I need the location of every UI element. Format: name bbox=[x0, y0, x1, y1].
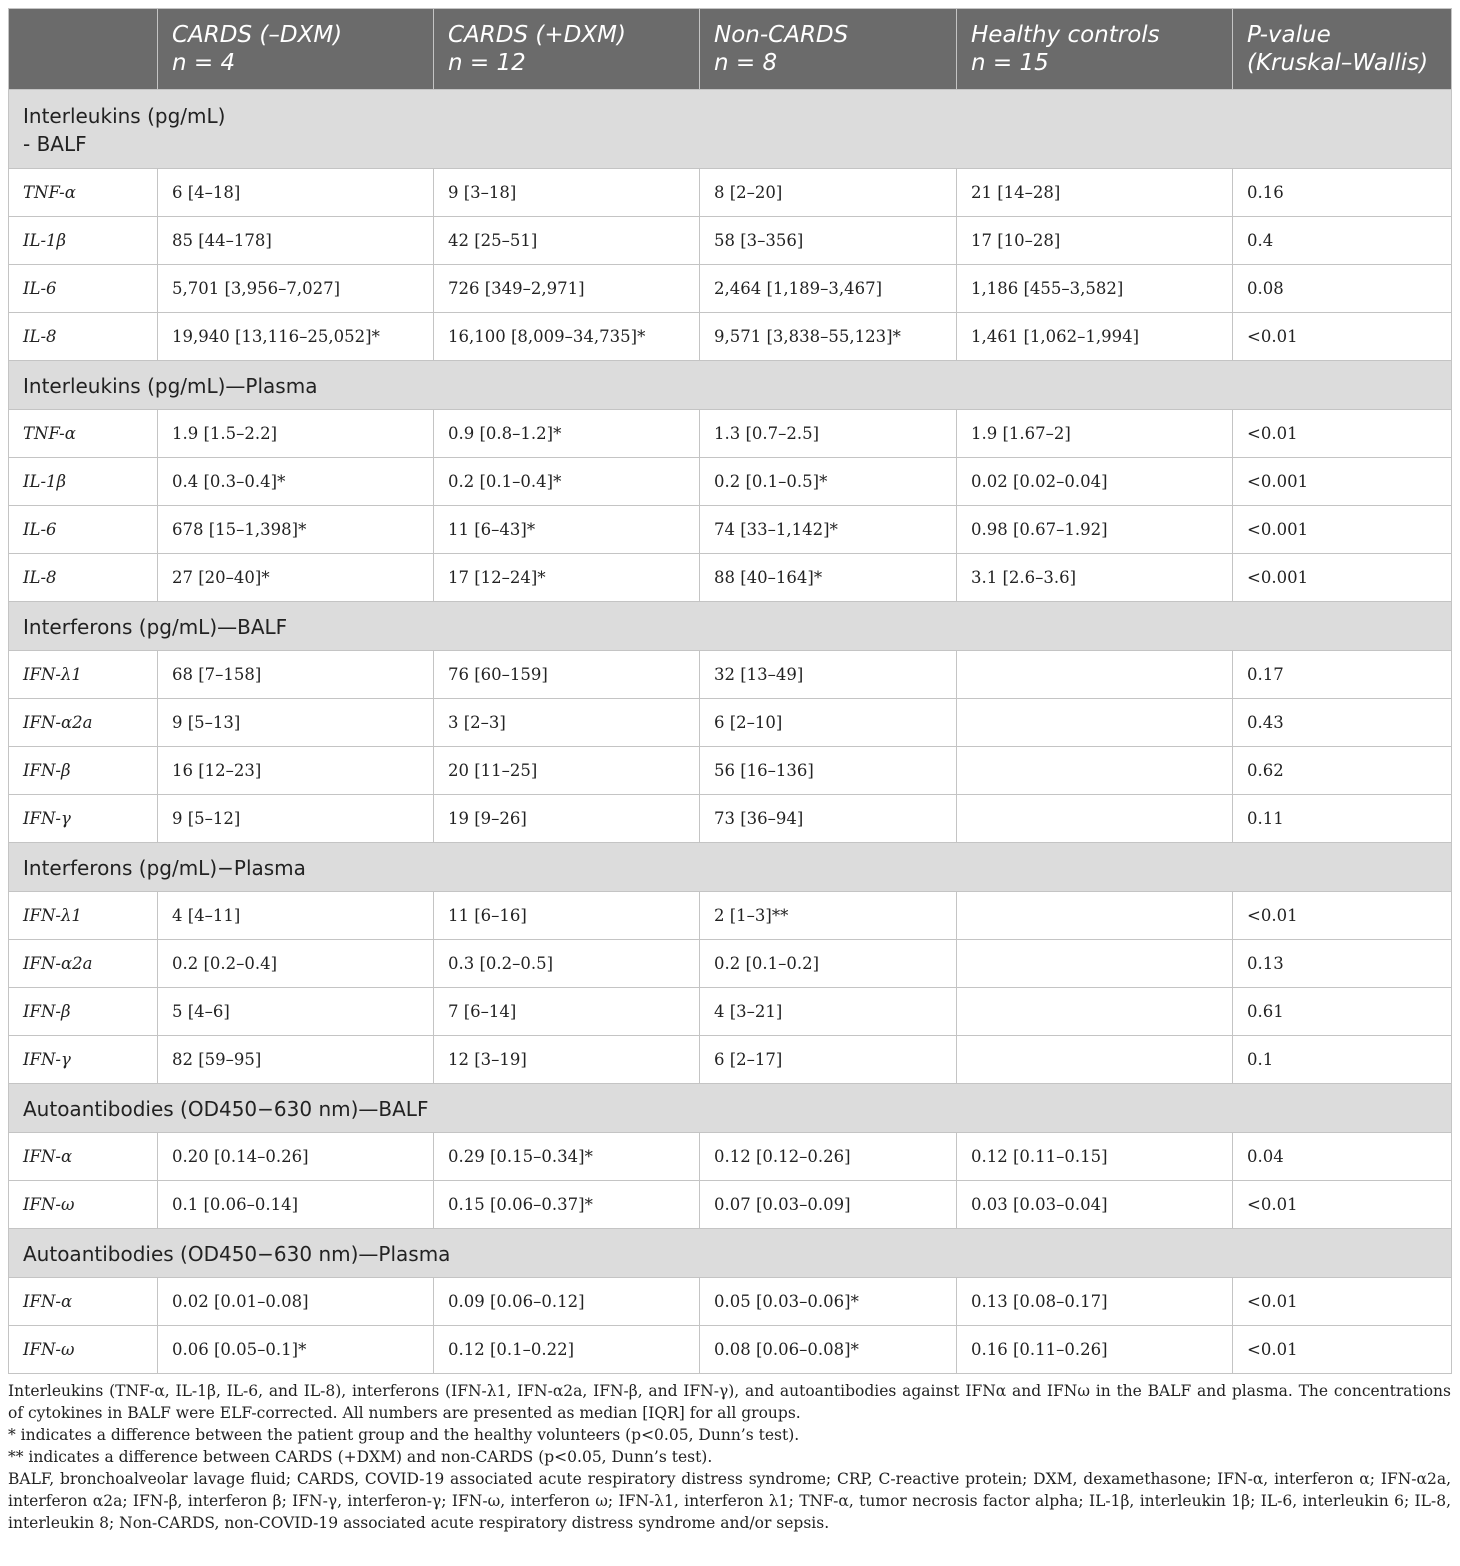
row-label: TNF-α bbox=[9, 169, 158, 217]
section-title: Interferons (pg/mL)—BALF bbox=[9, 602, 1452, 651]
cell-cards-plus-dxm: 0.12 [0.1–0.22] bbox=[434, 1326, 700, 1374]
cell-non-cards: 0.12 [0.12–0.26] bbox=[700, 1133, 957, 1181]
cell-healthy-controls bbox=[957, 699, 1233, 747]
cell-p-value: 0.61 bbox=[1233, 988, 1452, 1036]
cell-cards-minus-dxm: 27 [20–40]* bbox=[158, 554, 434, 602]
cell-cards-minus-dxm: 0.20 [0.14–0.26] bbox=[158, 1133, 434, 1181]
section-header-row bbox=[9, 1229, 1452, 1278]
table-row bbox=[9, 169, 1452, 217]
row-label: IFN-α2a bbox=[9, 940, 158, 988]
cell-cards-plus-dxm: 9 [3–18] bbox=[434, 169, 700, 217]
cell-non-cards: 74 [33–1,142]* bbox=[700, 506, 957, 554]
cell-non-cards: 0.2 [0.1–0.5]* bbox=[700, 458, 957, 506]
row-label: IL-8 bbox=[9, 313, 158, 361]
section-title: Interleukins (pg/mL)—Plasma bbox=[9, 361, 1452, 410]
row-label: IFN-α bbox=[9, 1278, 158, 1326]
cell-cards-plus-dxm: 76 [60–159] bbox=[434, 651, 700, 699]
cell-cards-plus-dxm: 19 [9–26] bbox=[434, 795, 700, 843]
table-caption bbox=[8, 1380, 1451, 1534]
cell-cards-plus-dxm: 0.2 [0.1–0.4]* bbox=[434, 458, 700, 506]
cell-cards-minus-dxm: 19,940 [13,116–25,052]* bbox=[158, 313, 434, 361]
cell-non-cards: 32 [13–49] bbox=[700, 651, 957, 699]
cell-healthy-controls bbox=[957, 651, 1233, 699]
table-row bbox=[9, 458, 1452, 506]
cytokine-table bbox=[8, 8, 1452, 1374]
cell-cards-minus-dxm: 4 [4–11] bbox=[158, 892, 434, 940]
cell-p-value: <0.01 bbox=[1233, 1326, 1452, 1374]
cell-healthy-controls bbox=[957, 988, 1233, 1036]
row-label: IFN-γ bbox=[9, 1036, 158, 1084]
header-cell-cards-plus-dxm: CARDS (+DXM) n = 12 bbox=[434, 9, 700, 90]
cell-cards-plus-dxm: 11 [6–43]* bbox=[434, 506, 700, 554]
section-header-row bbox=[9, 361, 1452, 410]
cell-cards-minus-dxm: 0.4 [0.3–0.4]* bbox=[158, 458, 434, 506]
section-header-row bbox=[9, 843, 1452, 892]
cell-p-value: <0.01 bbox=[1233, 410, 1452, 458]
table-row bbox=[9, 265, 1452, 313]
header-cell-non-cards: Non-CARDS n = 8 bbox=[700, 9, 957, 90]
cell-non-cards: 0.08 [0.06–0.08]* bbox=[700, 1326, 957, 1374]
row-label: IFN-β bbox=[9, 747, 158, 795]
row-label: TNF-α bbox=[9, 410, 158, 458]
cell-p-value: 0.16 bbox=[1233, 169, 1452, 217]
cell-p-value: <0.01 bbox=[1233, 1181, 1452, 1229]
row-label: IL-8 bbox=[9, 554, 158, 602]
table-row bbox=[9, 892, 1452, 940]
cell-non-cards: 6 [2–17] bbox=[700, 1036, 957, 1084]
section-title: Autoantibodies (OD450−630 nm)—BALF bbox=[9, 1084, 1452, 1133]
cell-cards-plus-dxm: 17 [12–24]* bbox=[434, 554, 700, 602]
cell-healthy-controls: 0.13 [0.08–0.17] bbox=[957, 1278, 1233, 1326]
cell-healthy-controls: 1,461 [1,062–1,994] bbox=[957, 313, 1233, 361]
table-row bbox=[9, 1036, 1452, 1084]
cell-non-cards: 6 [2–10] bbox=[700, 699, 957, 747]
cell-cards-minus-dxm: 16 [12–23] bbox=[158, 747, 434, 795]
row-label: IFN-ω bbox=[9, 1326, 158, 1374]
table-row bbox=[9, 554, 1452, 602]
cell-p-value: 0.11 bbox=[1233, 795, 1452, 843]
cell-cards-minus-dxm: 0.2 [0.2–0.4] bbox=[158, 940, 434, 988]
cell-non-cards: 8 [2–20] bbox=[700, 169, 957, 217]
cell-p-value: 0.13 bbox=[1233, 940, 1452, 988]
cell-healthy-controls bbox=[957, 892, 1233, 940]
row-label: IL-1β bbox=[9, 217, 158, 265]
cell-non-cards: 88 [40–164]* bbox=[700, 554, 957, 602]
footnote: BALF, bronchoalveolar lavage fluid; CARDS, COVID-19 associated acute respiratory distress syndrome; CRP, C-reactive protein; DXM, dexamethasone; IFN-α, interferon α; IFN-α2a, interferon α2a; IFN-β, interferon β; IFN-γ, interferon-γ; IFN-ω, interferon ω; IFN-λ1, interferon λ1; TNF-α, tumor necrosis factor alpha; IL-1β, interleukin 1β; IL-6, interleukin 6; IL-8, interleukin 8; Non-CARDS, non-COVID-19 associated acute respiratory distress syndrome and/or sepsis. bbox=[8, 1470, 1451, 1532]
cell-healthy-controls: 0.03 [0.03–0.04] bbox=[957, 1181, 1233, 1229]
cell-cards-plus-dxm: 0.9 [0.8–1.2]* bbox=[434, 410, 700, 458]
table-row bbox=[9, 506, 1452, 554]
table-row bbox=[9, 217, 1452, 265]
section-header-row bbox=[9, 90, 1452, 169]
header-cell-cards-minus-dxm: CARDS (–DXM) n = 4 bbox=[158, 9, 434, 90]
cell-non-cards: 2,464 [1,189–3,467] bbox=[700, 265, 957, 313]
cell-cards-plus-dxm: 42 [25–51] bbox=[434, 217, 700, 265]
table-body bbox=[9, 90, 1452, 1374]
table-row bbox=[9, 1326, 1452, 1374]
footnote: Interleukins (TNF-α, IL-1β, IL-6, and IL-8), interferons (IFN-λ1, IFN-α2a, IFN-β, and IFN-γ), and autoantibodies against IFNα and IFNω in the BALF and plasma. The concentrations of cytokines in BALF were ELF-corrected. All numbers are presented as median [IQR] for all groups. bbox=[8, 1382, 1451, 1422]
cell-cards-plus-dxm: 11 [6–16] bbox=[434, 892, 700, 940]
cell-p-value: 0.17 bbox=[1233, 651, 1452, 699]
cell-cards-minus-dxm: 82 [59–95] bbox=[158, 1036, 434, 1084]
cell-p-value: 0.04 bbox=[1233, 1133, 1452, 1181]
cell-non-cards: 9,571 [3,838–55,123]* bbox=[700, 313, 957, 361]
cell-healthy-controls: 21 [14–28] bbox=[957, 169, 1233, 217]
cell-healthy-controls: 3.1 [2.6–3.6] bbox=[957, 554, 1233, 602]
cell-healthy-controls bbox=[957, 1036, 1233, 1084]
cell-cards-plus-dxm: 3 [2–3] bbox=[434, 699, 700, 747]
row-label: IFN-α bbox=[9, 1133, 158, 1181]
cell-cards-plus-dxm: 12 [3–19] bbox=[434, 1036, 700, 1084]
table-row bbox=[9, 940, 1452, 988]
cell-p-value: 0.62 bbox=[1233, 747, 1452, 795]
cell-p-value: <0.001 bbox=[1233, 458, 1452, 506]
cell-non-cards: 58 [3–356] bbox=[700, 217, 957, 265]
row-label: IL-6 bbox=[9, 506, 158, 554]
table-row bbox=[9, 1278, 1452, 1326]
table-row bbox=[9, 747, 1452, 795]
cell-cards-minus-dxm: 68 [7–158] bbox=[158, 651, 434, 699]
footnote: * indicates a difference between the patient group and the healthy volunteers (p<0.05, Dunn’s test). bbox=[8, 1426, 800, 1444]
cell-cards-plus-dxm: 0.09 [0.06–0.12] bbox=[434, 1278, 700, 1326]
cell-p-value: <0.001 bbox=[1233, 506, 1452, 554]
table-row bbox=[9, 988, 1452, 1036]
cell-cards-minus-dxm: 0.1 [0.06–0.14] bbox=[158, 1181, 434, 1229]
cell-cards-plus-dxm: 16,100 [8,009–34,735]* bbox=[434, 313, 700, 361]
table-row bbox=[9, 1133, 1452, 1181]
cell-non-cards: 4 [3–21] bbox=[700, 988, 957, 1036]
cell-healthy-controls: 17 [10–28] bbox=[957, 217, 1233, 265]
row-label: IL-1β bbox=[9, 458, 158, 506]
cell-healthy-controls bbox=[957, 940, 1233, 988]
cell-healthy-controls: 0.12 [0.11–0.15] bbox=[957, 1133, 1233, 1181]
cell-p-value: <0.01 bbox=[1233, 313, 1452, 361]
row-label: IFN-β bbox=[9, 988, 158, 1036]
cell-healthy-controls: 1.9 [1.67–2] bbox=[957, 410, 1233, 458]
cell-non-cards: 0.07 [0.03–0.09] bbox=[700, 1181, 957, 1229]
table-row bbox=[9, 699, 1452, 747]
cell-cards-plus-dxm: 0.3 [0.2–0.5] bbox=[434, 940, 700, 988]
cell-cards-plus-dxm: 0.29 [0.15–0.34]* bbox=[434, 1133, 700, 1181]
cell-non-cards: 2 [1–3]** bbox=[700, 892, 957, 940]
section-header-row bbox=[9, 1084, 1452, 1133]
table-row bbox=[9, 313, 1452, 361]
row-label: IFN-γ bbox=[9, 795, 158, 843]
header-row bbox=[9, 9, 1452, 90]
table-container bbox=[8, 8, 1451, 1534]
table-header bbox=[9, 9, 1452, 90]
row-label: IL-6 bbox=[9, 265, 158, 313]
cell-p-value: <0.001 bbox=[1233, 554, 1452, 602]
row-label: IFN-α2a bbox=[9, 699, 158, 747]
cell-healthy-controls bbox=[957, 795, 1233, 843]
table-row bbox=[9, 410, 1452, 458]
cell-p-value: 0.43 bbox=[1233, 699, 1452, 747]
footnote: ** indicates a difference between CARDS (+DXM) and non-CARDS (p<0.05, Dunn’s test). bbox=[8, 1448, 713, 1466]
cell-cards-plus-dxm: 7 [6–14] bbox=[434, 988, 700, 1036]
table-row bbox=[9, 651, 1452, 699]
row-label: IFN-ω bbox=[9, 1181, 158, 1229]
row-label: IFN-λ1 bbox=[9, 651, 158, 699]
section-header-row bbox=[9, 602, 1452, 651]
cell-non-cards: 0.05 [0.03–0.06]* bbox=[700, 1278, 957, 1326]
cell-non-cards: 56 [16–136] bbox=[700, 747, 957, 795]
cell-p-value: <0.01 bbox=[1233, 892, 1452, 940]
cell-healthy-controls: 1,186 [455–3,582] bbox=[957, 265, 1233, 313]
cell-healthy-controls: 0.98 [0.67–1.92] bbox=[957, 506, 1233, 554]
cell-healthy-controls: 0.16 [0.11–0.26] bbox=[957, 1326, 1233, 1374]
cell-healthy-controls bbox=[957, 747, 1233, 795]
row-label: IFN-λ1 bbox=[9, 892, 158, 940]
cell-cards-plus-dxm: 726 [349–2,971] bbox=[434, 265, 700, 313]
cell-cards-minus-dxm: 9 [5–13] bbox=[158, 699, 434, 747]
cell-non-cards: 1.3 [0.7–2.5] bbox=[700, 410, 957, 458]
table-row bbox=[9, 1181, 1452, 1229]
section-title: Interferons (pg/mL)−Plasma bbox=[9, 843, 1452, 892]
cell-cards-minus-dxm: 678 [15–1,398]* bbox=[158, 506, 434, 554]
table-row bbox=[9, 795, 1452, 843]
cell-cards-plus-dxm: 0.15 [0.06–0.37]* bbox=[434, 1181, 700, 1229]
cell-non-cards: 73 [36–94] bbox=[700, 795, 957, 843]
cell-cards-minus-dxm: 5 [4–6] bbox=[158, 988, 434, 1036]
cell-cards-minus-dxm: 6 [4–18] bbox=[158, 169, 434, 217]
section-title: Interleukins (pg/mL) - BALF bbox=[9, 90, 1452, 169]
cell-cards-minus-dxm: 5,701 [3,956–7,027] bbox=[158, 265, 434, 313]
cell-cards-minus-dxm: 85 [44–178] bbox=[158, 217, 434, 265]
cell-cards-plus-dxm: 20 [11–25] bbox=[434, 747, 700, 795]
cell-cards-minus-dxm: 0.02 [0.01–0.08] bbox=[158, 1278, 434, 1326]
header-cell-p-value: P-value (Kruskal–Wallis) bbox=[1233, 9, 1452, 90]
cell-cards-minus-dxm: 9 [5–12] bbox=[158, 795, 434, 843]
cell-cards-minus-dxm: 0.06 [0.05–0.1]* bbox=[158, 1326, 434, 1374]
cell-non-cards: 0.2 [0.1–0.2] bbox=[700, 940, 957, 988]
header-cell-blank bbox=[9, 9, 158, 90]
cell-p-value: 0.4 bbox=[1233, 217, 1452, 265]
section-title: Autoantibodies (OD450−630 nm)—Plasma bbox=[9, 1229, 1452, 1278]
header-cell-healthy-controls: Healthy controls n = 15 bbox=[957, 9, 1233, 90]
cell-p-value: <0.01 bbox=[1233, 1278, 1452, 1326]
cell-cards-minus-dxm: 1.9 [1.5–2.2] bbox=[158, 410, 434, 458]
cell-p-value: 0.1 bbox=[1233, 1036, 1452, 1084]
cell-p-value: 0.08 bbox=[1233, 265, 1452, 313]
cell-healthy-controls: 0.02 [0.02–0.04] bbox=[957, 458, 1233, 506]
